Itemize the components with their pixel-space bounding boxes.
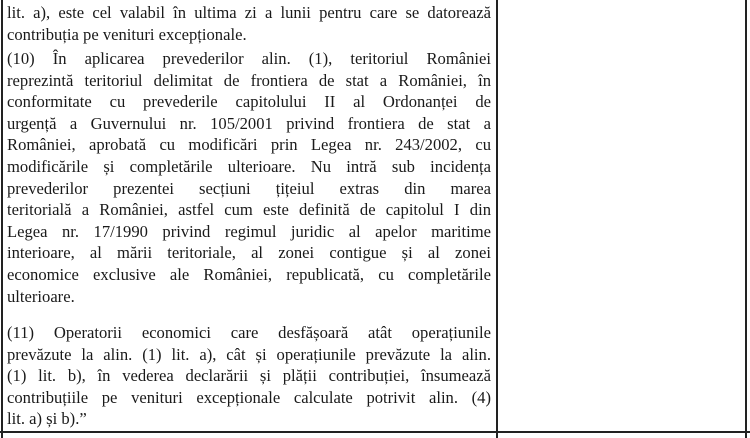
text-line: teritorială a României, astfel cum este definită de capitolul I din — [7, 200, 491, 220]
text-line: Legea nr. 17/1990 privind regimul juridic al apelor maritime — [7, 221, 491, 241]
text-line: lit. a), este cel valabil în ultima zi a lunii pentru care se datorează — [7, 3, 491, 22]
text-line: ulterioare. — [7, 286, 75, 306]
text-line: urgență a Guvernului nr. 105/2001 privind frontiera de stat a — [7, 113, 491, 133]
text-line: economice exclusive ale României, republicată, cu completările — [7, 264, 491, 284]
right-column-empty — [498, 0, 745, 430]
text-line: (11) Operatorii economici care desfășoară atât operațiunile — [7, 323, 491, 342]
text-line: reprezintă teritoriul delimitat de frontiera de stat a României, în — [7, 70, 491, 90]
text-line: (1) lit. b), în vederea declarării și plății contribuției, însumează — [7, 366, 491, 386]
paragraph-11 — [7, 322, 491, 430]
paragraph-10 — [7, 48, 491, 307]
text-line: modificările și completările ulterioare. Nu intră sub incidența — [7, 156, 491, 176]
text-line: (10) În aplicarea prevederilor alin. (1), teritoriul României — [7, 49, 491, 68]
text-line: contribuția pe venituri excepționale. — [7, 24, 247, 44]
text-line: României, aprobată cu modificări prin Legea nr. 243/2002, cu — [7, 135, 491, 155]
left-column — [7, 0, 491, 430]
text-line: contribuțiile pe venituri excepționale calculate potrivit alin. (4) — [7, 387, 491, 407]
paragraph-continuation — [7, 2, 491, 45]
text-line: prevederilor prezentei secțiuni țițeiul extras din marea — [7, 178, 491, 198]
right-border — [745, 0, 747, 438]
left-border — [1, 0, 3, 438]
bottom-border — [0, 431, 750, 433]
text-line: conformitate cu prevederile capitolului II al Ordonanței de — [7, 92, 491, 112]
text-line: prevăzute la alin. (1) lit. a), cât și operațiunile prevăzute la alin. — [7, 344, 491, 364]
text-line: interioare, al mării teritoriale, al zonei contigue și al zonei — [7, 243, 491, 263]
text-line: lit. a) și b).” — [7, 409, 87, 429]
